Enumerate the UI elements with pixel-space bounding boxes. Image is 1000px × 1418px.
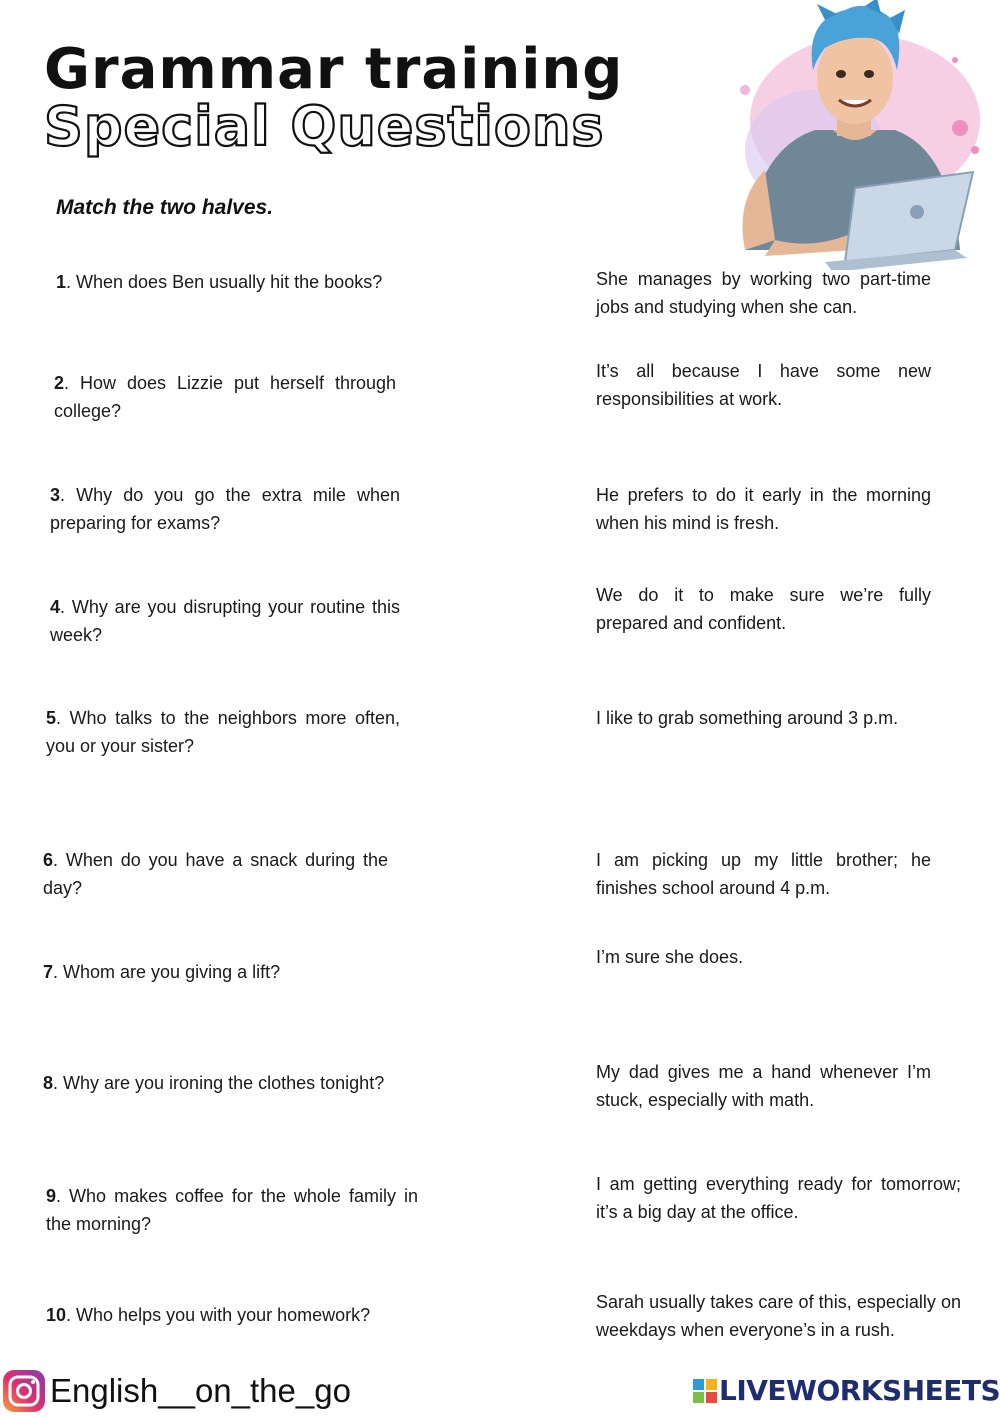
question-text: . When does Ben usually hit the books?: [66, 272, 383, 292]
liveworksheets-logo-icon: [693, 1379, 717, 1403]
question-text: . Why are you ironing the clothes tonight?: [53, 1073, 385, 1093]
page-subtitle: Special Questions: [44, 95, 605, 158]
question-text: . Why are you disrupting your routine this week?: [50, 597, 400, 645]
question-item: [43, 958, 403, 986]
answer-item[interactable]: I am picking up my little brother; he finishes school around 4 p.m.: [596, 850, 931, 898]
question-number: 8: [43, 1073, 54, 1093]
question-text: . Who talks to the neighbors more often, you or your sister?: [46, 708, 400, 756]
question-item: [43, 1069, 423, 1097]
question-number: 1: [56, 272, 67, 292]
answer-item[interactable]: Sarah usually takes care of this, especially on weekdays when everyone’s in a rush.: [596, 1292, 961, 1340]
instagram-handle: English__on_the_go: [50, 1372, 351, 1409]
question-text: . How does Lizzie put herself through college?: [54, 373, 396, 421]
question-item: [46, 704, 400, 760]
question-text: . Who makes coffee for the whole family in the morning?: [46, 1186, 418, 1234]
answer-item[interactable]: We do it to make sure we’re fully prepared and confident.: [596, 585, 931, 633]
question-number: 7: [43, 962, 54, 982]
question-text: . Whom are you giving a lift?: [53, 962, 281, 982]
question-number: 2: [54, 373, 65, 393]
question-number: 3: [50, 485, 61, 505]
question-item: [46, 1301, 426, 1329]
question-item: [46, 1182, 418, 1238]
answer-item[interactable]: She manages by working two part-time jobs and studying when she can.: [596, 269, 931, 317]
question-number: 6: [43, 850, 54, 870]
question-number: 10: [46, 1305, 67, 1325]
page-title: Grammar training: [44, 37, 624, 102]
question-item: [50, 481, 400, 537]
liveworksheets-wordmark: LIVEWORKSHEETS: [719, 1374, 1000, 1407]
question-item: [56, 268, 387, 296]
question-item: [50, 593, 400, 649]
question-text: . Who helps you with your homework?: [66, 1305, 371, 1325]
question-text: . Why do you go the extra mile when preparing for exams?: [50, 485, 400, 533]
student-laptop-illustration: [705, 0, 995, 270]
instagram-icon: [2, 1369, 46, 1413]
answer-item[interactable]: I am getting everything ready for tomorrow; it’s a big day at the office.: [596, 1174, 961, 1222]
question-item: [43, 846, 388, 902]
answer-item[interactable]: He prefers to do it early in the morning when his mind is fresh.: [596, 485, 931, 533]
question-item: [54, 369, 396, 425]
answer-item[interactable]: My dad gives me a hand whenever I’m stuck, especially with math.: [596, 1062, 931, 1110]
answer-item[interactable]: It’s all because I have some new responsibilities at work.: [596, 361, 931, 409]
instagram-credit: [0, 1366, 351, 1416]
answer-item[interactable]: I’m sure she does.: [596, 947, 744, 967]
question-number: 4: [50, 597, 61, 617]
answer-item[interactable]: I like to grab something around 3 p.m.: [596, 708, 899, 728]
instruction-text: Match the two halves.: [56, 196, 274, 219]
question-number: 5: [46, 708, 57, 728]
question-number: 9: [46, 1186, 57, 1206]
question-text: . When do you have a snack during the day?: [43, 850, 388, 898]
liveworksheets-brand: [693, 1374, 1000, 1407]
